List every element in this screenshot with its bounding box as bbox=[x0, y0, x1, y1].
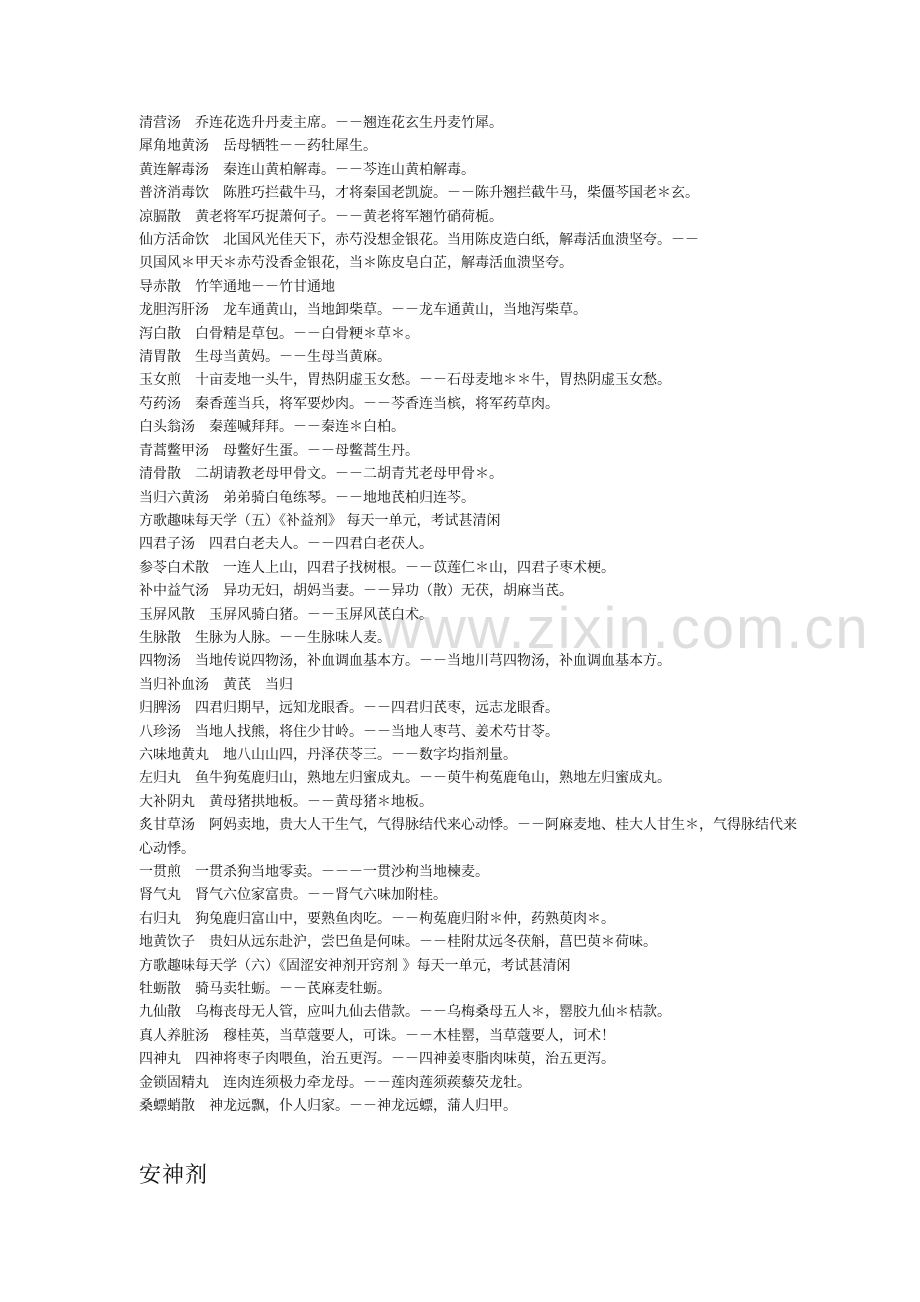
text-line: 左归丸 鱼牛狗菟鹿归山，熟地左归蜜成丸。－－萸牛枸菟鹿龟山，熟地左归蜜成丸。 bbox=[139, 770, 671, 787]
text-line: 清胃散 生母当黄妈。－－生母当黄麻。 bbox=[139, 349, 391, 366]
text-line: 普济消毒饮 陈胜巧拦截牛马，才将秦国老凯旋。－－陈升翘拦截牛马，柴僵芩国老＊玄。 bbox=[139, 185, 699, 202]
text-line: 导赤散 竹竿通地－－竹甘通地 bbox=[139, 278, 335, 295]
text-line: 青蒿鳖甲汤 母鳖好生蛋。－－母鳖蒿生丹。 bbox=[139, 442, 419, 459]
text-line: 补中益气汤 异功无妇，胡妈当妻。－－异功（散）无茯，胡麻当芪。 bbox=[139, 583, 573, 600]
text-line: 清骨散 二胡请教老母甲骨文。－－二胡青艽老母甲骨＊。 bbox=[139, 466, 503, 483]
text-line: 归脾汤 四君归期早，远知龙眼香。－－四君归芪枣，远志龙眼香。 bbox=[139, 700, 559, 717]
formula-list bbox=[139, 112, 799, 1118]
text-line: 芍药汤 秦香莲当兵，将军要炒肉。－－芩香连当槟，将军药草肉。 bbox=[139, 395, 559, 412]
text-line: 泻白散 白骨精是草包。－－白骨粳＊草＊。 bbox=[139, 325, 419, 342]
text-line: 九仙散 乌梅丧母无人管，应叫九仙去借款。－－乌梅桑母五人＊，罂胶九仙＊桔款。 bbox=[139, 1004, 671, 1021]
text-line: 地黄饮子 贵妇从远东赴沪，尝巴鱼是何味。－－桂附苁远冬茯斛，菖巴萸＊荷味。 bbox=[139, 934, 657, 951]
text-line: 贝国风＊甲天＊赤芍没香金银花，当＊陈皮皂白芷，解毒活血溃坚夸。 bbox=[139, 255, 573, 272]
text-line: 一贯煎 一贯杀狗当地零卖。－－－一贯沙枸当地楝麦。 bbox=[139, 864, 489, 880]
text-line: 牡蛎散 骑马卖牡蛎。－－芪麻麦牡蛎。 bbox=[139, 981, 391, 998]
text-line: 龙胆泻肝汤 龙车通黄山，当地卸柴草。－－龙车通黄山，当地泻柴草。 bbox=[139, 302, 587, 319]
section-title-line: 方歌趣味每天学（六）《固涩安神剂开窍剂 》每天一单元，考试甚清闲 bbox=[139, 957, 571, 974]
text-line: 玉女煎 十亩麦地一头牛，胃热阴虚玉女愁。－－石母麦地＊＊牛，胃热阴虚玉女愁。 bbox=[139, 372, 671, 389]
text-line: 肾气丸 肾气六位家富贵。－－肾气六味加附桂。 bbox=[139, 887, 447, 904]
text-line: 玉屏风散 玉屏风骑白猪。－－玉屏风芪白术。 bbox=[139, 606, 433, 623]
section-title-line: 方歌趣味每天学（五）《补益剂》 每天一单元，考试甚清闲 bbox=[139, 512, 501, 529]
text-line: 黄连解毒汤 秦连山黄柏解毒。－－芩连山黄柏解毒。 bbox=[139, 161, 475, 178]
text-line: 炙甘草汤 阿妈卖地，贵大人干生气，气得脉结代来心动悸。－－阿麻麦地、桂大人甘生＊，气得脉结代来心动悸。 bbox=[139, 817, 797, 857]
text-line: 大补阴丸 黄母猪拱地板。－－黄母猪＊地板。 bbox=[139, 793, 433, 810]
watermark: www.zixin.com.cn bbox=[380, 596, 870, 661]
text-line: 清营汤 乔连花选升丹麦主席。－－翘连花玄生丹麦竹犀。 bbox=[139, 115, 503, 131]
text-line: 四物汤 当地传说四物汤，补血调血基本方。－－当地川芎四物汤，补血调血基本方。 bbox=[139, 653, 671, 670]
text-line: 生脉散 生脉为人脉。－－生脉味人麦。 bbox=[139, 629, 391, 646]
text-line: 真人养脏汤 穆桂英，当草蔻要人，可诛。－－木桂罂，当草蔻要人，诃术！ bbox=[139, 1027, 615, 1044]
text-line: 仙方活命饮 北国风光佳天下，赤芍没想金银花。当用陈皮造白纸，解毒活血溃坚夸。－－ bbox=[139, 232, 699, 249]
text-line: 六味地黄丸 地八山山四，丹泽茯苓三。－－数字均指剂量。 bbox=[139, 746, 517, 763]
text-line: 桑螵蛸散 神龙远飘，仆人归家。－－神龙远螵，蒲人归甲。 bbox=[139, 1098, 517, 1115]
text-line: 右归丸 狗兔鹿归富山中，要熟鱼肉吃。－－枸菟鹿归附＊仲，药熟萸肉＊。 bbox=[139, 910, 615, 927]
text-line: 四君子汤 四君白老夫人。－－四君白老茯人。 bbox=[139, 536, 433, 553]
text-line: 参苓白术散 一连人上山，四君子找树根。－－苡莲仁＊山，四君子枣术梗。 bbox=[139, 559, 615, 576]
text-line: 当归六黄汤 弟弟骑白龟练琴。－－地地芪柏归连芩。 bbox=[139, 489, 475, 506]
text-line: 犀角地黄汤 岳母牺牲－－药牡犀生。 bbox=[139, 138, 377, 155]
text-line: 凉膈散 黄老将军巧捉萧何子。－－黄老将军翘竹硝荷栀。 bbox=[139, 208, 503, 225]
text-line: 当归补血汤 黄芪 当归 bbox=[139, 676, 293, 693]
text-line: 八珍汤 当地人找熊，将住少甘岭。－－当地人枣芎、姜术芍甘苓。 bbox=[139, 723, 559, 740]
section-heading: 安神剂 bbox=[139, 1163, 209, 1188]
text-line: 金锁固精丸 连肉连须极力牵龙母。－－莲肉莲须蒺藜芡龙牡。 bbox=[139, 1074, 531, 1091]
text-line: 四神丸 四神将枣子肉喂鱼，治五更泻。－－四神姜枣脂肉味萸，治五更泻。 bbox=[139, 1051, 615, 1068]
text-line: 白头翁汤 秦莲喊拜拜。－－秦连＊白柏。 bbox=[139, 419, 405, 436]
